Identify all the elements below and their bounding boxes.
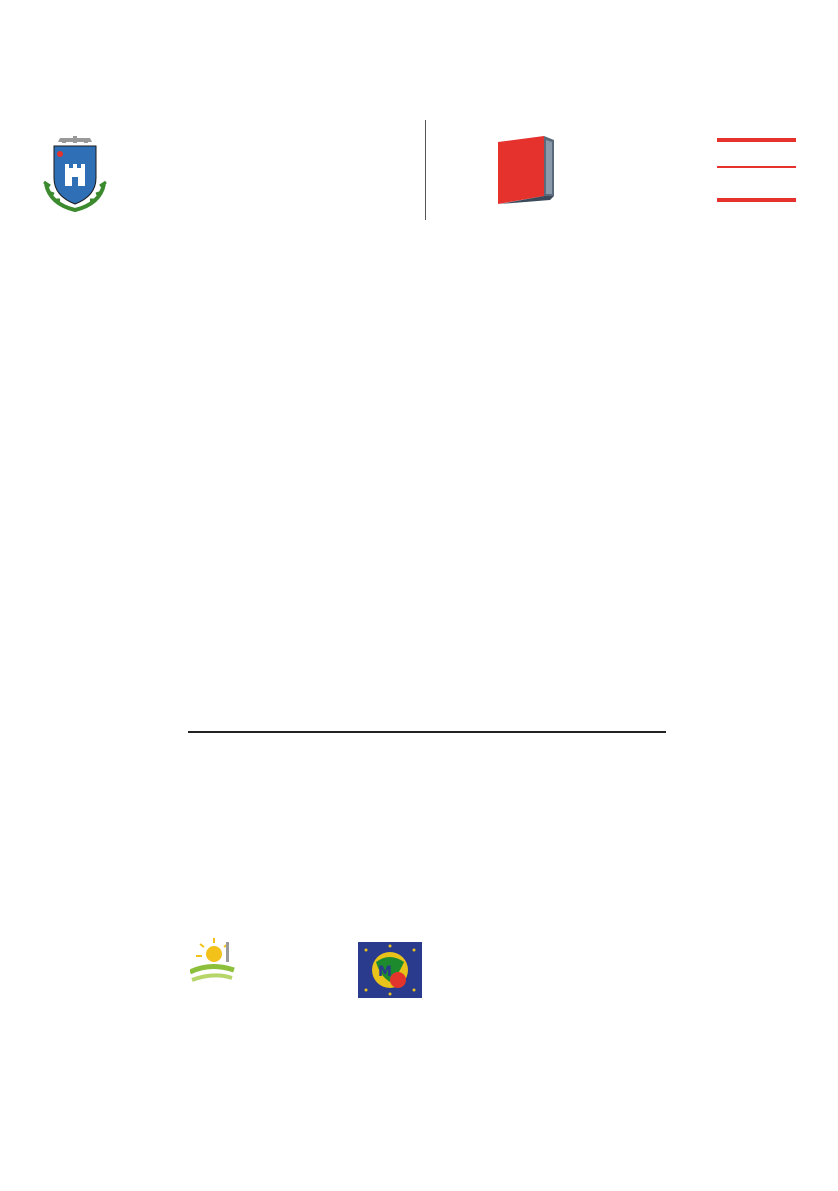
comune-logo: [40, 134, 110, 214]
maggio-bar-top: [717, 138, 796, 142]
cepell-logo: [494, 134, 562, 206]
svg-text:M: M: [378, 964, 392, 980]
top-pattern-svg: [0, 0, 838, 72]
maggio-bar-bottom: [717, 198, 796, 202]
proloco-sun-icon: [190, 932, 250, 992]
biblioteca-logo: [284, 130, 374, 200]
scandicci-coat-of-arms-icon: [40, 134, 110, 214]
maggio-bar-mid: [717, 166, 796, 168]
biblioteca-rays-icon: [284, 130, 374, 200]
bottom-pattern: [0, 1052, 838, 1191]
open-book-icon: [494, 134, 562, 206]
bottom-pattern-svg: [0, 1052, 838, 1191]
section-divider: [188, 731, 666, 733]
maggio-dei-libri-logo: [717, 135, 796, 206]
mcl-logo: [358, 942, 422, 998]
logo-divider: [425, 120, 426, 220]
top-pattern: [0, 0, 838, 72]
mcl-globe-icon: [358, 942, 422, 998]
proloco-logo: [190, 932, 250, 992]
